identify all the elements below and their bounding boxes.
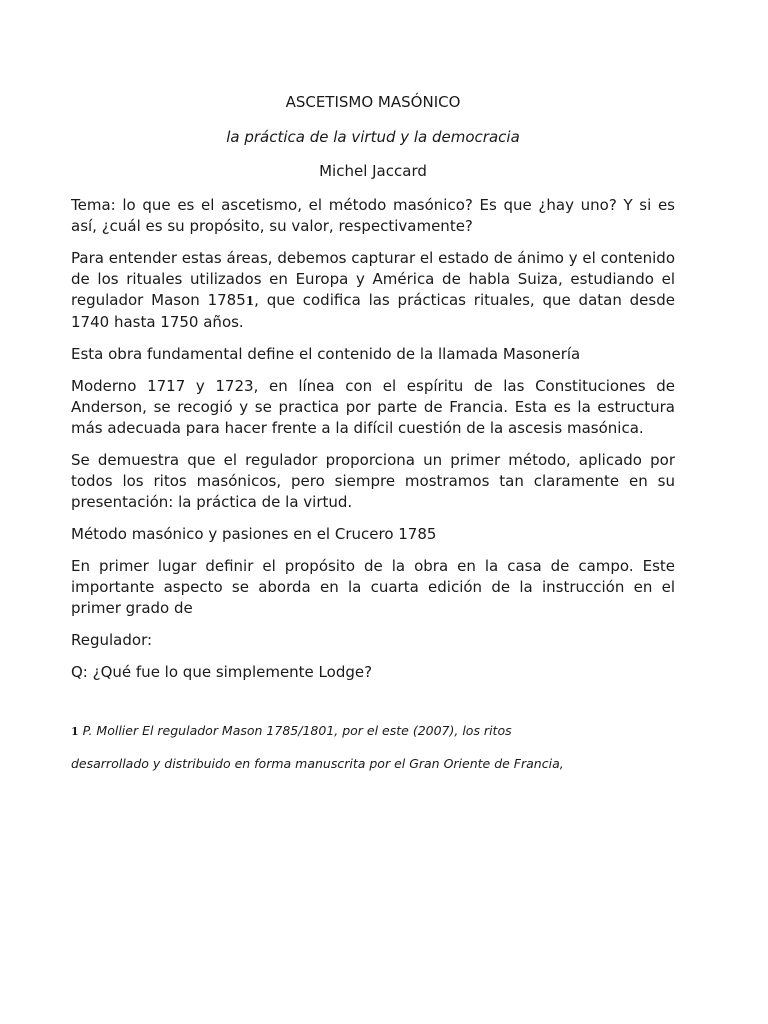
paragraph-question: Q: ¿Qué fue lo que simplemente Lodge? — [71, 663, 373, 681]
document-author: Michel Jaccard — [319, 162, 427, 180]
document-title: ASCETISMO MASÓNICO — [285, 93, 461, 111]
document-body — [71, 195, 675, 694]
paragraph-theme: Tema: lo que es el ascetismo, el método masónico? Es que ¿hay uno? Y si es así, ¿cuál es su propósito, su valor, respectivamente? — [71, 196, 675, 235]
document-subtitle: la práctica de la virtud y la democracia — [226, 128, 520, 146]
footnote-reference: 1 — [245, 294, 255, 308]
paragraph-understanding-text-a: Para entender estas áreas, debemos capturar el estado de ánimo y el contenido de los rituales utilizados en Europa y América de habla Suiza, estudiando el regulador Mason 1785 — [71, 249, 675, 309]
paragraph-demonstration: Se demuestra que el regulador proporciona un primer método, aplicado por todos los ritos masónicos, pero siempre mostramos tan claramente en su presentación: la práctica de la virtud. — [71, 451, 675, 511]
paragraph-method-heading: Método masónico y pasiones en el Crucero 1785 — [71, 525, 437, 543]
footnote-line-2: desarrollado y distribuido en forma manuscrita por el Gran Oriente de Francia, — [71, 756, 564, 771]
footnote-text-1: P. Mollier El regulador Mason 1785/1801, por el este (2007), los ritos — [82, 723, 512, 738]
paragraph-fundamental-work: Esta obra fundamental define el contenido de la llamada Masonería — [71, 345, 581, 363]
document-page — [71, 0, 675, 1024]
paragraph-understanding — [71, 248, 675, 333]
footnote-line-1 — [71, 723, 675, 740]
footnote-number: 1 — [71, 725, 79, 738]
paragraph-purpose: En primer lugar definir el propósito de la obra en la casa de campo. Este importante aspecto se aborda en la cuarta edición de la instrucción en el primer grado de — [71, 557, 675, 617]
paragraph-understanding-text-b: , que codifica las prácticas rituales, que datan desde 1740 hasta 1750 años. — [71, 291, 675, 331]
paragraph-regulator: Regulador: — [71, 631, 153, 649]
paragraph-modern: Moderno 1717 y 1723, en línea con el espíritu de las Constituciones de Anderson, se recogió y se practica por parte de Francia. Esta es la estructura más adecuada para hacer frente a la difícil cuestión de la ascesis masónica. — [71, 377, 675, 437]
